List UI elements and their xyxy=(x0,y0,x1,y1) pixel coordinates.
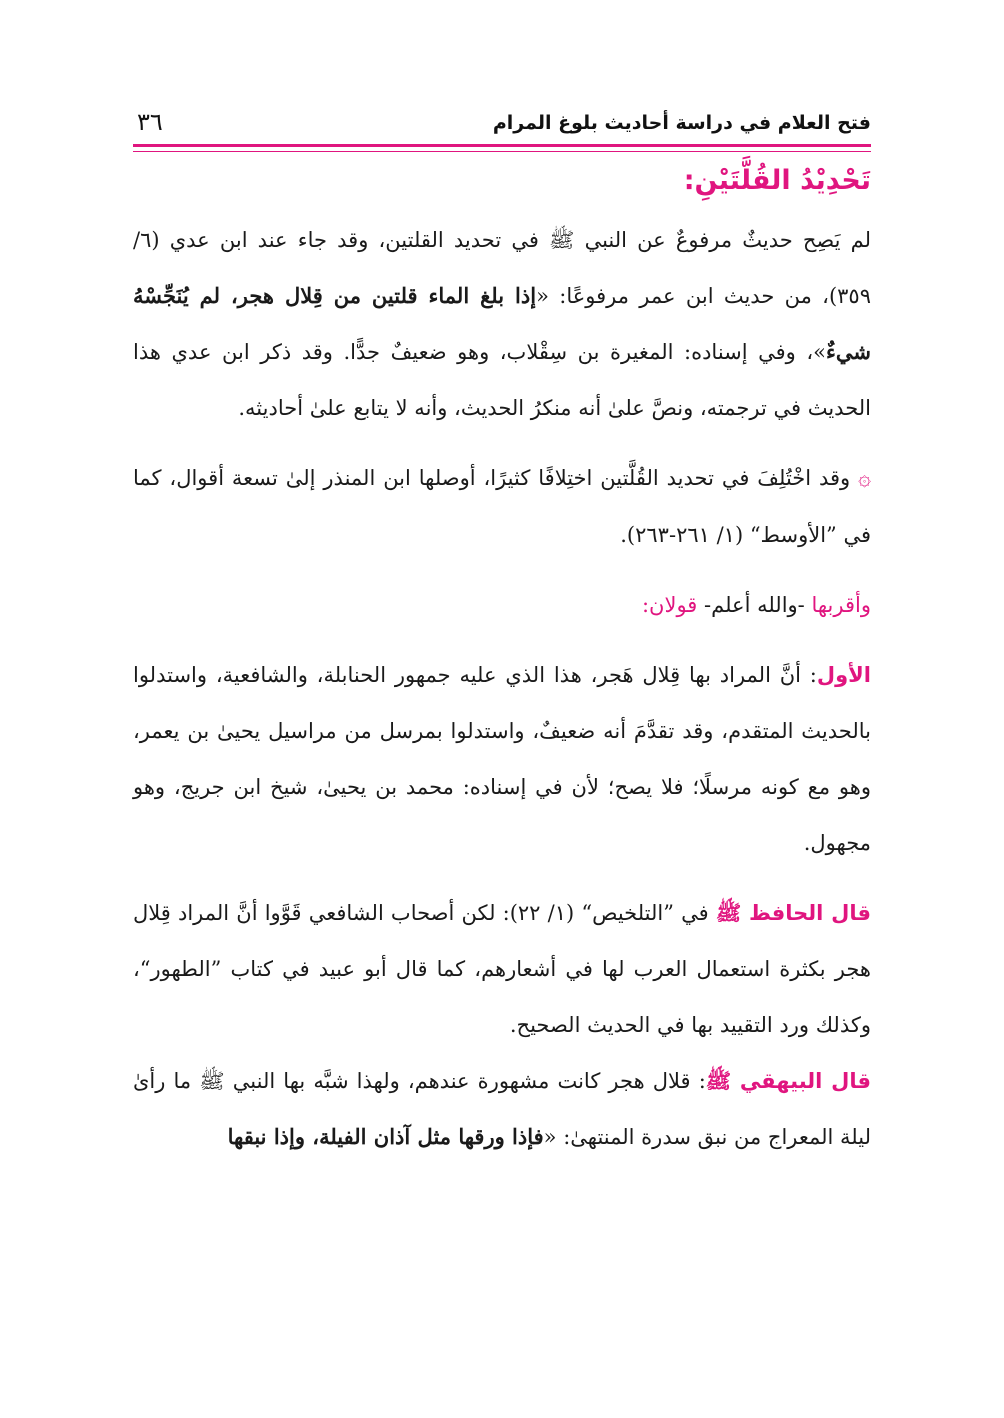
paragraph-5-text: في ”التلخيص“ (١/ ٢٢): لكن أصحاب الشافعي قَوَّوا أنَّ المراد قِلال هجر بكثرة استعمال العرب لها في أشعارهم، كما قال أبو عبيد في كتاب ”الطهور“، وكذلك ورد التقييد بها في الحديث الصحيح. xyxy=(133,901,871,1037)
paragraph-1-text-a: لم يَصِح حديثٌ مرفوعٌ عن النبي ﷺ في تحديد القلتين، وقد جاء عند ابن عدي (٦/ ٣٥٩)، من حديث ابن عمر مرفوعًا: « xyxy=(133,228,872,308)
section-heading: تَحْدِيْدُ القُلَّتَيْنِ: xyxy=(683,165,871,196)
page-number: ٣٦ xyxy=(137,108,163,136)
running-header xyxy=(133,108,871,140)
spacer xyxy=(133,436,871,450)
hadith-quote-2: فإذا ورقها مثل آذان الفيلة، وإذا نبقها xyxy=(227,1124,544,1149)
body-text xyxy=(133,158,871,1165)
spacer xyxy=(133,633,871,647)
two-opinions-label: قولان: xyxy=(641,593,698,617)
paragraph-2 xyxy=(133,450,871,563)
paragraph-4 xyxy=(133,647,871,871)
book-title: فتح العلام في دراسة أحاديث بلوغ المرام xyxy=(492,112,871,134)
first-opinion-label: الأول xyxy=(816,663,871,687)
flower-ornament-icon: ۞ xyxy=(858,466,871,491)
header-rule-thick xyxy=(133,144,871,147)
spacer xyxy=(133,871,871,885)
paragraph-2-text: وقد اخْتُلِفَ في تحديد القُلَّتين اختِلافًا كثيرًا، أوصلها ابن المنذر إلىٰ تسعة أقوال، كما في ”الأوسط“ (١/ ٢٦١-٢٦٣). xyxy=(133,466,871,547)
bayhaqi-label: قال البيهقي ﷺ xyxy=(705,1069,871,1093)
spacer xyxy=(133,563,871,577)
header-rule-thin xyxy=(133,151,871,152)
paragraph-3 xyxy=(133,577,871,633)
paragraph-4-text: : أنَّ المراد بها قِلال هَجر، هذا الذي عليه جمهور الحنابلة، والشافعية، واستدلوا بالحديث المتقدم، وقد تقدَّمَ أنه ضعيفٌ، واستدلوا بمرسل من مراسيل يحيىٰ بن يعمر، وهو مع كونه مرسلًا؛ فلا يصح؛ لأن في إسناده: محمد بن يحيىٰ، شيخ ابن جريج، وهو مجهول. xyxy=(133,663,871,855)
paragraph-1 xyxy=(133,212,871,436)
hadith-quote: إذا بلغ الماء قلتين من قِلال هجر، لم يُنَجِّسْهُ شيءٌ xyxy=(133,283,871,364)
paragraph-5 xyxy=(133,885,871,1053)
closest-label: وأقربها xyxy=(811,593,871,617)
hafiz-label: قال الحافظ ﷺ xyxy=(715,901,872,925)
paragraph-6 xyxy=(133,1053,871,1165)
allah-knows: -والله أعلم- xyxy=(704,593,805,617)
paragraph-1-text-b: »، وفي إسناده: المغيرة بن سِقْلاب، وهو ضعيفٌ جدًّا. وقد ذكر ابن عدي هذا الحديث في ترجمته، ونصَّ علىٰ أنه منكرُ الحديث، وأنه لا يتابع علىٰ أحاديثه. xyxy=(133,340,871,420)
paragraph-6-text: : قلال هجر كانت مشهورة عندهم، ولهذا شبَّه بها النبي ﷺ ما رأىٰ ليلة المعراج من نبق سدرة المنتهىٰ: « xyxy=(133,1069,871,1149)
